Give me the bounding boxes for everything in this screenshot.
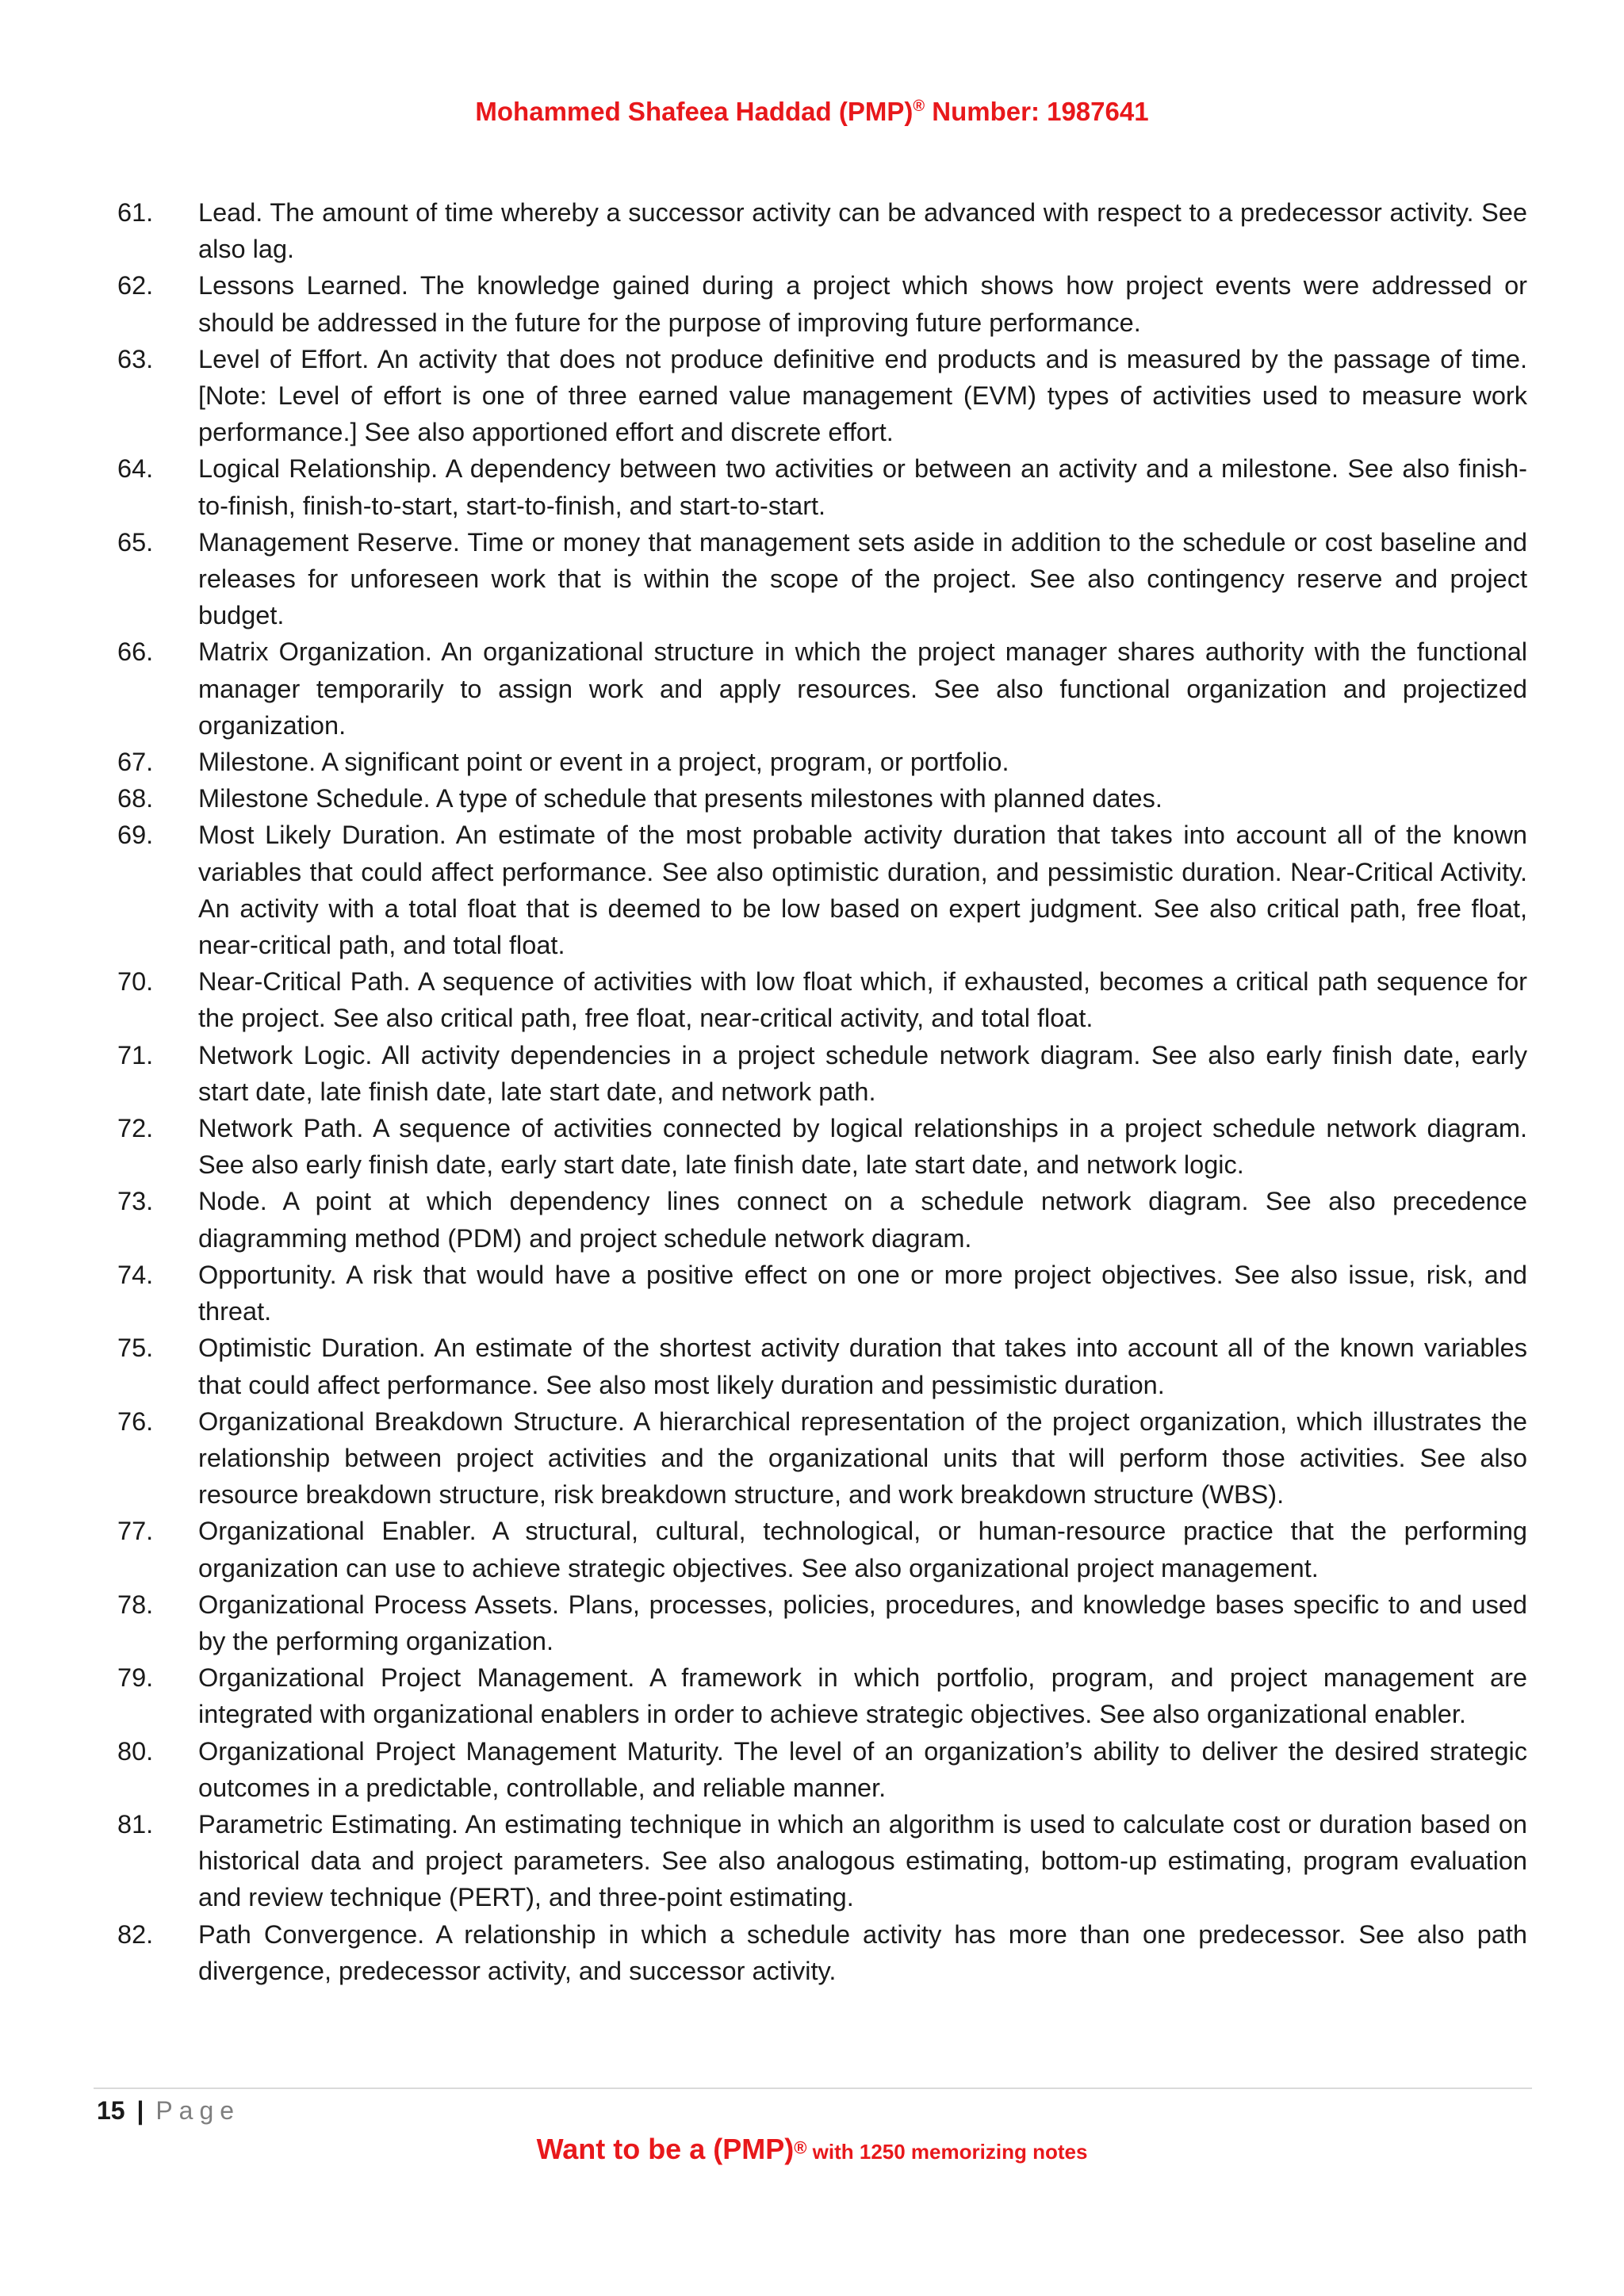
entry-number: 61. [117,198,154,227]
entry-text: Opportunity. A risk that would have a positive effect on one or more project objectives. See also issue, risk, and threat. [198,1260,1527,1326]
entry-text: Organizational Project Management Maturity. The level of an organization’s ability to deliver the desired strategic outcomes in a predictable, controllable, and reliable manner. [198,1736,1527,1802]
footer-registered-mark: ® [794,2137,807,2158]
footer-banner [0,2133,1624,2166]
entry-text: Network Path. A sequence of activities connected by logical relationships in a project schedule network diagram. See also early finish date, early start date, late finish date, late start date, and network logic. [198,1114,1527,1180]
entry-number: 64. [117,454,154,484]
glossary-entry [117,817,1527,963]
glossary-list [117,194,1527,1989]
entry-text: Lead. The amount of time whereby a successor activity can be advanced with respect to a predecessor activity. See also lag. [198,198,1527,264]
glossary-entry [117,1403,1527,1513]
header-title-main: Mohammed Shafeea Haddad (PMP) [475,97,914,126]
glossary-entry [117,1037,1527,1110]
glossary-entry [117,1733,1527,1806]
entry-text: Network Logic. All activity dependencies in a project schedule network diagram. See also early finish date, early start date, late finish date, late start date, and network path. [198,1040,1527,1106]
entry-number: 72. [117,1114,154,1143]
glossary-entry [117,1183,1527,1256]
glossary-entry [117,194,1527,267]
entry-number: 63. [117,344,154,373]
entry-text: Management Reserve. Time or money that management sets aside in addition to the schedule or cost baseline and releases for unforeseen work that is within the scope of the project. See also contingency reserve and project budget. [198,527,1527,630]
entry-text: Logical Relationship. A dependency between two activities or between an activity and a milestone. See also finish-to-finish, finish-to-start, start-to-finish, and start-to-start. [198,454,1527,520]
entry-number: 68. [117,784,154,813]
entry-text: Optimistic Duration. An estimate of the shortest activity duration that takes into account all of the known variables that could affect performance. See also most likely duration and pessimistic duration. [198,1334,1527,1399]
glossary-entry [117,267,1527,340]
footer-divider [94,2087,1532,2089]
glossary-entry [117,1257,1527,1330]
entry-number: 75. [117,1334,154,1363]
entry-text: Node. A point at which dependency lines connect on a schedule network diagram. See also precedence diagramming method (PDM) and project schedule network diagram. [198,1187,1527,1253]
entry-number: 70. [117,967,154,997]
entry-number: 69. [117,821,154,850]
glossary-entry [117,1659,1527,1732]
glossary-entry [117,1330,1527,1402]
entry-text: Milestone Schedule. A type of schedule that presents milestones with planned dates. [198,784,1162,813]
entry-number: 74. [117,1260,154,1289]
entry-number: 67. [117,748,154,777]
entry-text: Level of Effort. An activity that does not produce definitive end products and is measured by the passage of time. [Note: Level of effort is one of three earned value management (EVM) types of activities used to measure work performance.] See also apportioned effort and discrete effort. [198,344,1527,447]
page-word: Page [155,2096,241,2125]
entry-text: Near-Critical Path. A sequence of activities with low float which, if exhausted, becomes a critical path sequence for the project. See also critical path, free float, near-critical activity, and total float. [198,967,1527,1033]
entry-number: 62. [117,271,154,300]
entry-text: Organizational Process Assets. Plans, processes, policies, procedures, and knowledge bases specific to and used by the performing organization. [198,1590,1527,1655]
entry-number: 81. [117,1809,154,1839]
page-separator: | [136,2096,144,2125]
entry-text: Organizational Project Management. A framework in which portfolio, program, and project management are integrated with organizational enablers in order to achieve strategic objectives. See also organizational enabler. [198,1663,1527,1729]
entry-number: 76. [117,1406,154,1436]
footer-banner-main: Want to be a (PMP) [536,2133,795,2165]
page-number: 15 [97,2096,125,2125]
entry-text: Path Convergence. A relationship in which a schedule activity has more than one predecessor. See also path divergence, predecessor activity, and successor activity. [198,1919,1527,1985]
entry-number: 80. [117,1736,154,1766]
entry-number: 71. [117,1040,154,1070]
entry-text: Parametric Estimating. An estimating technique in which an algorithm is used to calculate cost or duration based on historical data and project parameters. See also analogous estimating, bottom-up estimating, program evaluation and review technique (PERT), and three-point estimating. [198,1809,1527,1912]
entry-text: Organizational Enabler. A structural, cultural, technological, or human-resource practice that the performing organization can use to achieve strategic objectives. See also organizational project management. [198,1517,1527,1582]
entry-text: Matrix Organization. An organizational structure in which the project manager shares authority with the functional manager temporarily to assign work and apply resources. See also functional organization and projectized organization. [198,637,1527,740]
glossary-entry [117,1586,1527,1659]
entry-number: 78. [117,1590,154,1619]
entry-number: 77. [117,1517,154,1546]
glossary-entry [117,341,1527,451]
page-header-title [0,97,1624,127]
entry-text: Milestone. A significant point or event in a project, program, or portfolio. [198,748,1009,777]
header-certificate-number: Number: 1987641 [925,97,1149,126]
glossary-entry [117,780,1527,817]
glossary-entry [117,524,1527,634]
glossary-entry [117,450,1527,523]
header-registered-mark: ® [913,98,925,115]
glossary-entry [117,1806,1527,1916]
footer-banner-note: with 1250 memorizing notes [806,2140,1088,2164]
entry-number: 73. [117,1187,154,1216]
glossary-entry [117,963,1527,1036]
entry-number: 65. [117,527,154,557]
entry-number: 79. [117,1663,154,1693]
glossary-entry [117,1110,1527,1183]
entry-number: 66. [117,637,154,667]
glossary-entry [117,1916,1527,1989]
glossary-entry [117,1513,1527,1586]
entry-number: 82. [117,1919,154,1949]
entry-text: Most Likely Duration. An estimate of the most probable activity duration that takes into account all of the known variables that could affect performance. See also optimistic duration, and pessimistic duration. Near-Critical Activity. An activity with a total float that is deemed to be low based on expert judgment. See also critical path, free float, near-critical path, and total float. [198,821,1527,960]
entry-text: Organizational Breakdown Structure. A hierarchical representation of the project organization, which illustrates the relationship between project activities and the organizational units that will perform those activities. See also resource breakdown structure, risk breakdown structure, and work breakdown structure (WBS). [198,1406,1527,1510]
glossary-entry [117,633,1527,744]
page-number-label [97,2095,240,2126]
glossary-entry [117,744,1527,780]
entry-text: Lessons Learned. The knowledge gained during a project which shows how project events were addressed or should be addressed in the future for the purpose of improving future performance. [198,271,1527,337]
